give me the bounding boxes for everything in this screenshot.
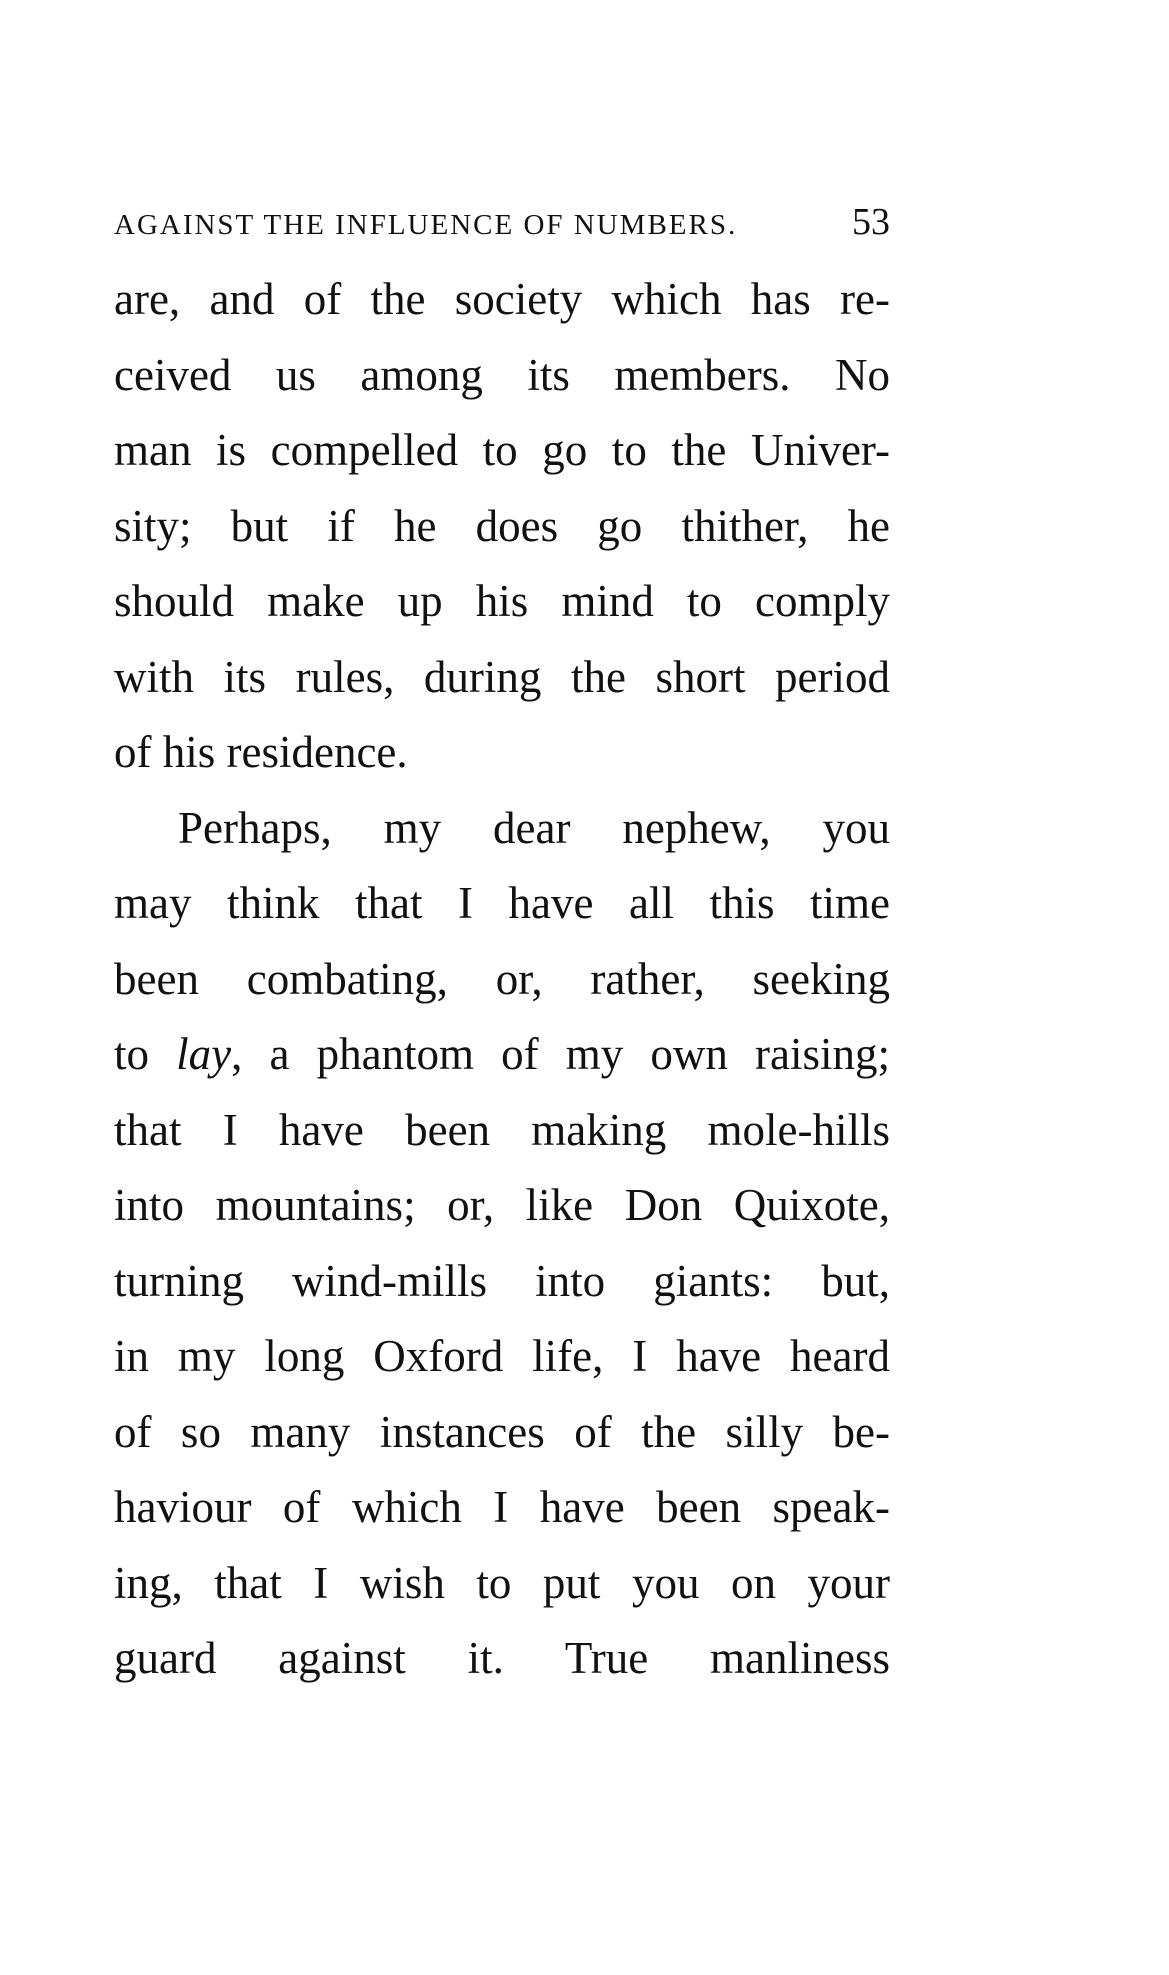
text-fragment: to bbox=[114, 1029, 150, 1079]
text-line: that I have been making mole-hills bbox=[114, 1104, 890, 1155]
running-head bbox=[114, 200, 890, 248]
text-line: man is compelled to go to the Univer- bbox=[114, 425, 890, 475]
text-line: haviour of which I have been speak- bbox=[114, 1482, 890, 1532]
paragraph-1 bbox=[114, 262, 890, 791]
text-line: sity; but if he does go thither, he bbox=[114, 500, 890, 551]
italic-word: lay bbox=[176, 1029, 232, 1079]
text-line: been combating, or, rather, seeking bbox=[114, 953, 890, 1004]
text-line: with its rules, during the short period bbox=[114, 651, 890, 702]
paragraph-2 bbox=[114, 791, 890, 1697]
text-line: ceived us among its members. No bbox=[114, 349, 890, 400]
text-line: ing, that I wish to put you on your bbox=[114, 1557, 890, 1608]
text-line: guard against it. True manliness bbox=[114, 1633, 890, 1683]
text-line: of his residence. bbox=[114, 727, 408, 777]
text-line: into mountains; or, like Don Quixote, bbox=[114, 1180, 890, 1230]
text-line: are, and of the society which has re- bbox=[114, 274, 890, 324]
text-line: in my long Oxford life, I have heard bbox=[114, 1331, 890, 1381]
text-line: may think that I have all this time bbox=[114, 878, 890, 928]
text-line: turning wind-mills into giants: but, bbox=[114, 1255, 890, 1306]
text-line: should make up his mind to comply bbox=[114, 576, 890, 626]
text-line: of so many instances of the silly be- bbox=[114, 1406, 890, 1457]
text-line: Perhaps, my dear nephew, you bbox=[178, 802, 890, 853]
text-line-with-italic bbox=[114, 1017, 890, 1093]
body-text bbox=[114, 262, 890, 1697]
page-number: 53 bbox=[852, 201, 890, 243]
text-fragment: , a phantom of my own raising; bbox=[231, 1029, 890, 1079]
running-title: AGAINST THE INFLUENCE OF NUMBERS. bbox=[114, 209, 738, 241]
